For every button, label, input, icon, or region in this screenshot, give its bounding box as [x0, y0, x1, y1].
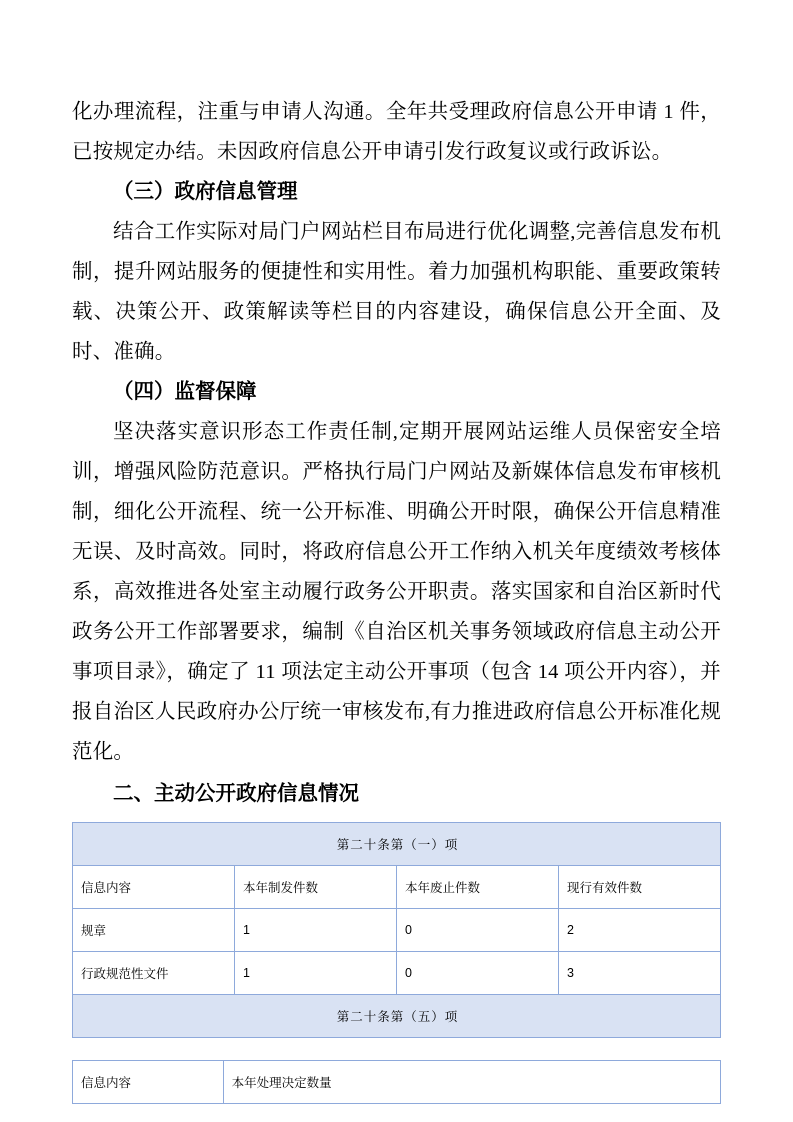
heading-supervision-guarantee: （四）监督保障: [113, 381, 257, 403]
paragraph-info-management: 结合工作实际对局门户网站栏目布局进行优化调整,完善信息发布机制，提升网站服务的便捷性和实用性。着力加强机构职能、重要政策转载、决策公开、政策解读等栏目的内容建设，确保信息公开全面、及时、准确。: [72, 221, 721, 363]
table-row: [73, 909, 721, 952]
table-column-header-content: 信息内容: [73, 1061, 224, 1104]
table-cell-label: 行政规范性文件: [73, 952, 235, 995]
heading-section-two: 二、主动公开政府信息情况: [113, 782, 359, 805]
table-cell-value: 0: [397, 909, 559, 952]
table-cell-value: 0: [397, 952, 559, 995]
table-header-row: [73, 1061, 721, 1104]
paragraph-continuation: 化办理流程，注重与申请人沟通。全年共受理政府信息公开申请 1 件，已按规定办结。未因政府信息公开申请引发行政复议或行政诉讼。: [72, 101, 721, 163]
table-cell-value: 1: [235, 952, 397, 995]
table-band-title-two: 第二十条第（五）项: [73, 995, 721, 1038]
table-column-header-effective: 现行有效件数: [559, 866, 721, 909]
table-column-header-content: 信息内容: [73, 866, 235, 909]
table-column-header-abolished: 本年废止件数: [397, 866, 559, 909]
paragraph-supervision: 坚决落实意识形态工作责任制,定期开展网站运维人员保密安全培训，增强风险防范意识。严格执行局门户网站及新媒体信息发布审核机制，细化公开流程、统一公开标准、明确公开时限，确保公开信息精准无误、及时高效。同时，将政府信息公开工作纳入机关年度绩效考核体系，高效推进各处室主动履行政务公开职责。落实国家和自治区新时代政务公开工作部署要求，编制《自治区机关事务领域政府信息主动公开事项目录》，确定了 11 项法定主动公开事项（包含 14 项公开内容），并报自治区人民政府办公厅统一审核发布,有力推进政府信息公开标准化规范化。: [72, 421, 721, 763]
table-cell-value: 1: [235, 909, 397, 952]
table-column-header-decisions: 本年处理决定数量: [223, 1061, 720, 1104]
table-band-title: 第二十条第（一）项: [73, 823, 721, 866]
table-cell-label: 规章: [73, 909, 235, 952]
table-row: [73, 952, 721, 995]
table-header-row: [73, 866, 721, 909]
table-cell-value: 2: [559, 909, 721, 952]
table-column-header-issued: 本年制发件数: [235, 866, 397, 909]
table-cell-value: 3: [559, 952, 721, 995]
table-band-row-two: [73, 995, 721, 1038]
heading-government-info-management: （三）政府信息管理: [113, 181, 298, 203]
table-article-twenty-item-five: [72, 1060, 721, 1104]
table-article-twenty-item-one: [72, 822, 721, 1038]
table-spacer: [72, 1038, 721, 1060]
table-band-row: [73, 823, 721, 866]
